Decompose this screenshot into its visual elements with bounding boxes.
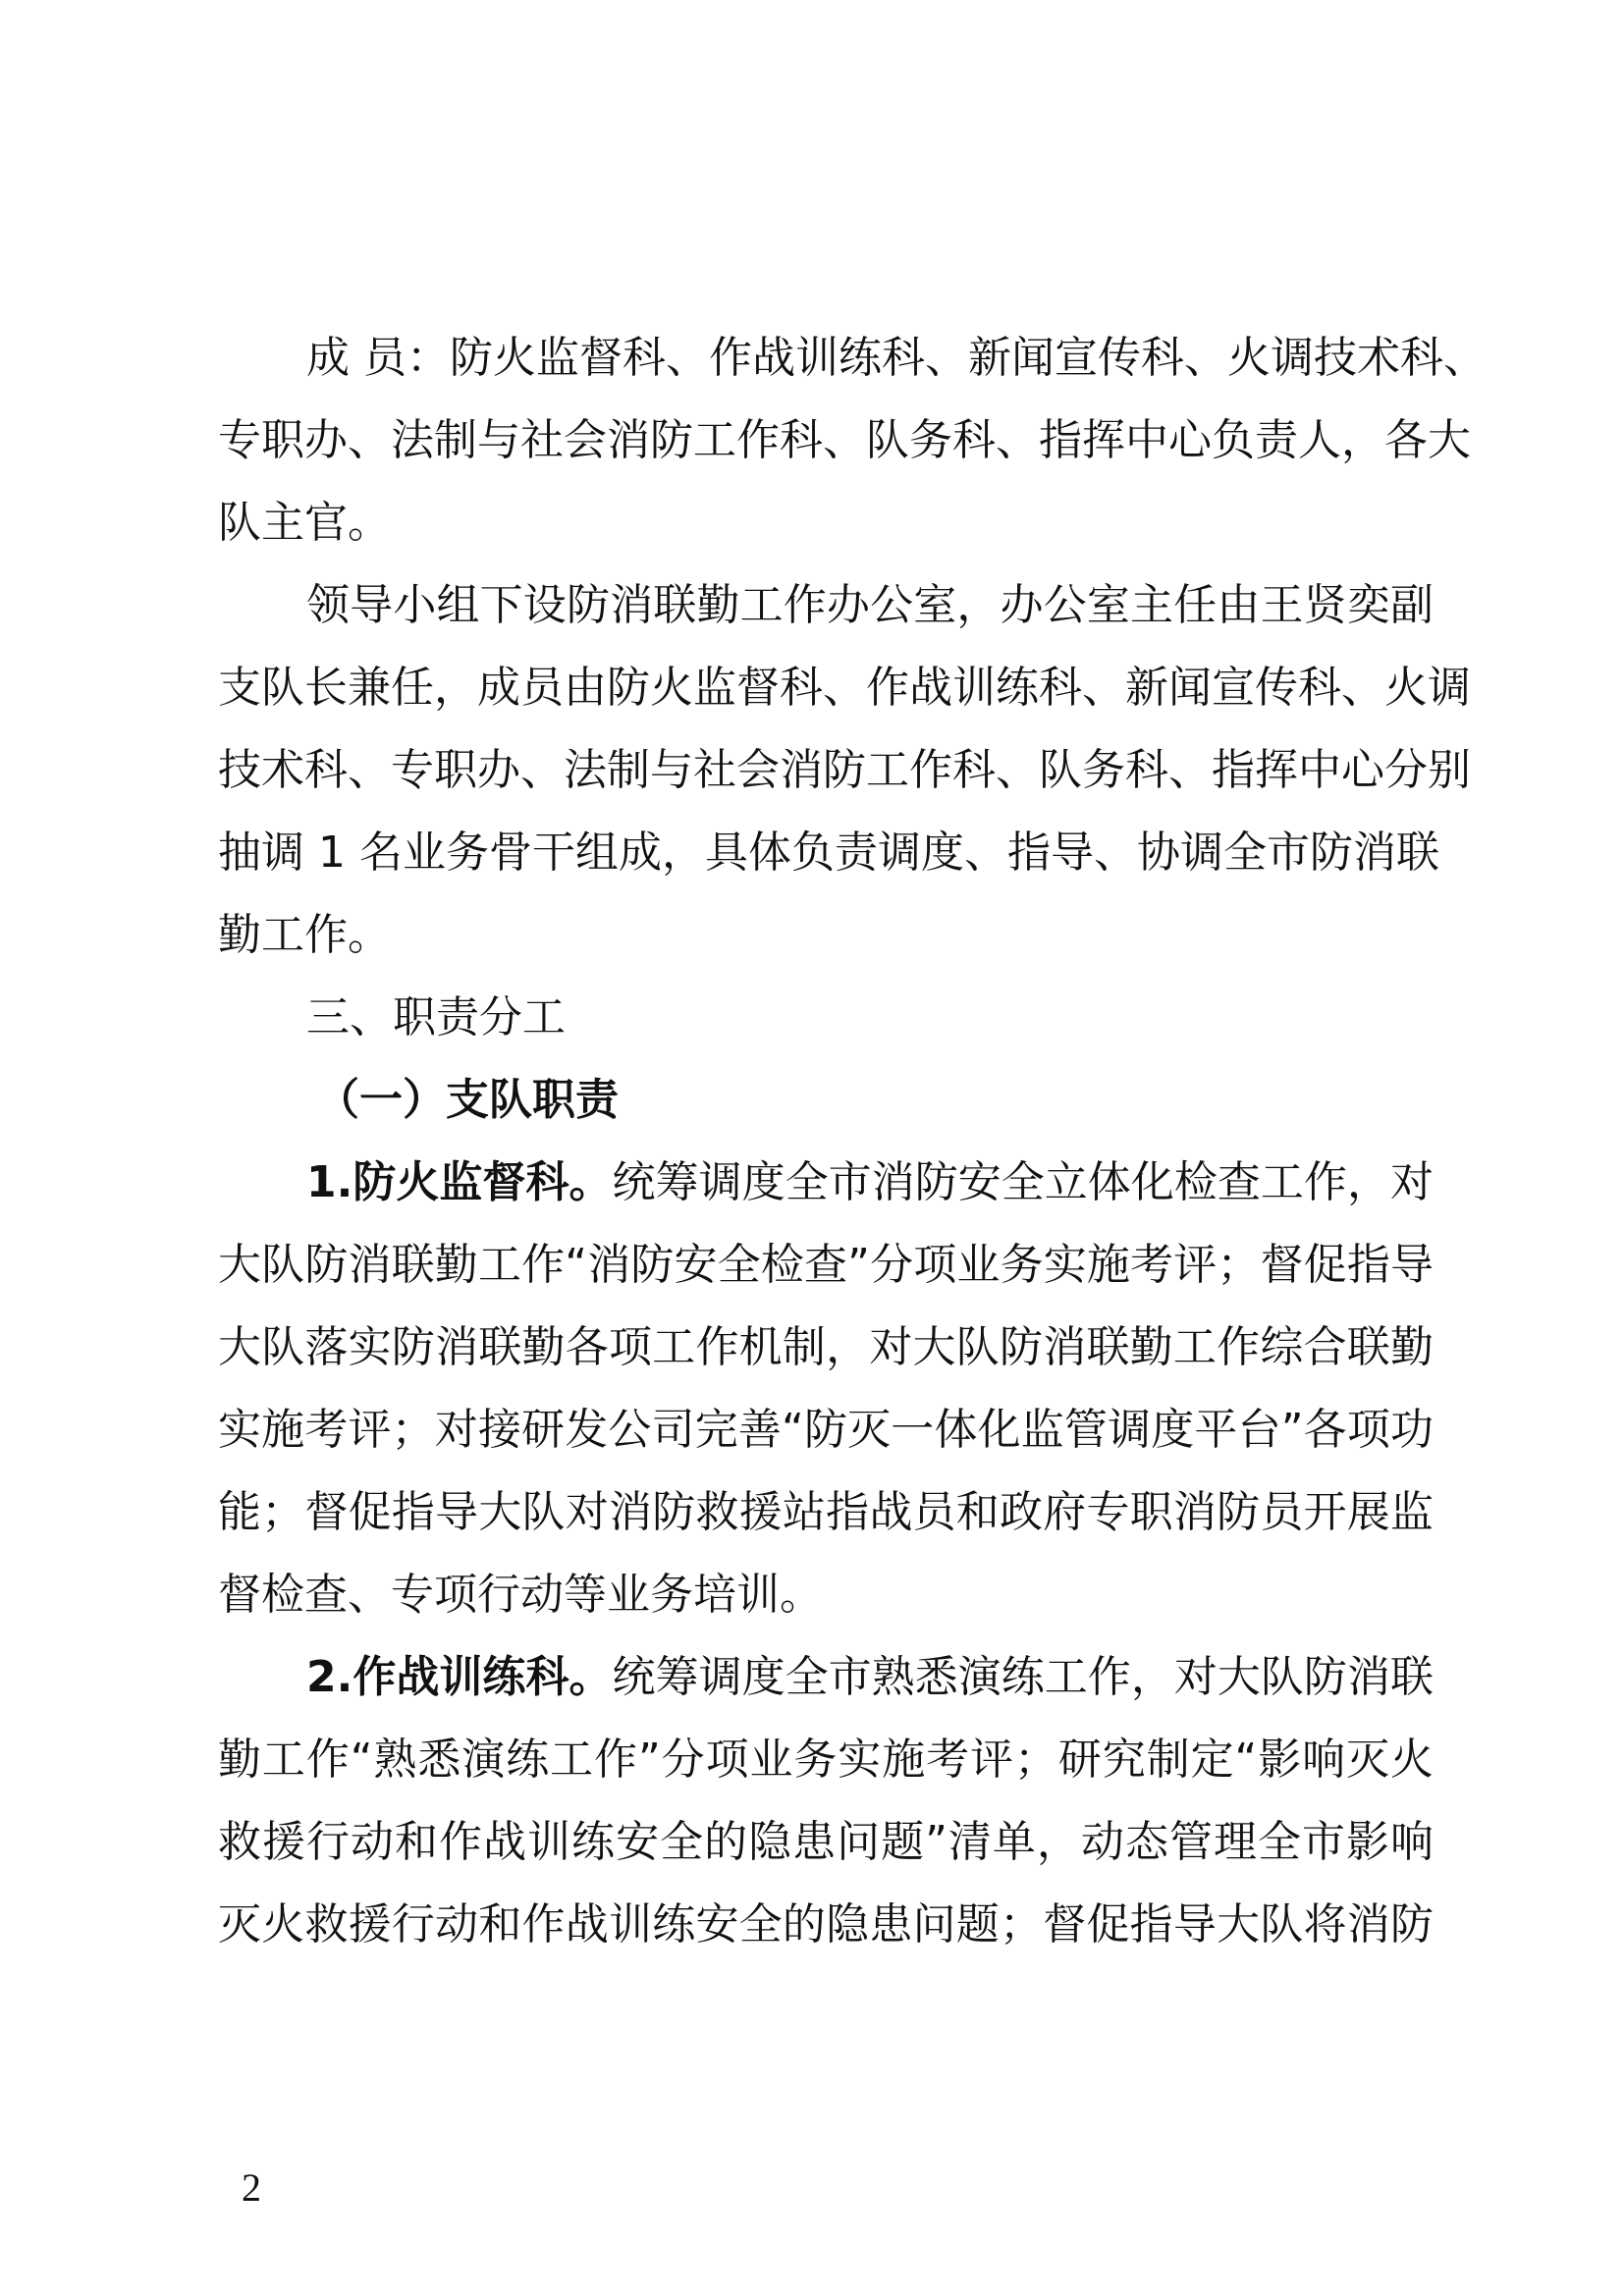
line-text: 督检查、专项行动等业务培训。	[218, 1570, 823, 1620]
line-text: 成 员：防火监督科、作战训练科、新闻宣传科、火调技术科、	[306, 333, 1487, 383]
line-text: 勤工作“熟悉演练工作”分项业务实施考评；研究制定“影响灭火	[218, 1735, 1434, 1785]
text-line	[218, 729, 1471, 812]
line-text: 救援行动和作战训练安全的隐患问题”清单，动态管理全市影响	[218, 1817, 1434, 1867]
text-line	[306, 1142, 1434, 1224]
text-line	[218, 1719, 1434, 1801]
line-text: 实施考评；对接研发公司完善“防灭一体化监管调度平台”各项功	[218, 1405, 1434, 1455]
page-number: 2	[242, 2165, 261, 2210]
text-line	[218, 1224, 1434, 1307]
text-line	[218, 482, 1434, 564]
line-text: 能；督促指导大队对消防救援站指战员和政府专职消防员开展监	[218, 1487, 1434, 1537]
line-text: 统筹调度全市熟悉演练工作，对大队防消联	[612, 1652, 1434, 1702]
text-line	[306, 317, 1487, 400]
text-line	[218, 812, 1439, 894]
text-line	[306, 977, 1434, 1059]
text-line	[218, 1884, 1434, 1966]
line-text: 技术科、专职办、法制与社会消防工作科、队务科、指挥中心分别	[218, 745, 1471, 795]
line-text: 支队长兼任，成员由防火监督科、作战训练科、新闻宣传科、火调	[218, 663, 1471, 713]
text-line	[218, 1801, 1434, 1884]
text-line	[218, 1554, 1434, 1636]
bold-lead: 2.作战训练科。	[306, 1652, 613, 1702]
line-text: 领导小组下设防消联勤工作办公室，办公室主任由王贤奕副	[306, 580, 1434, 630]
line-text: 三、职责分工	[306, 992, 566, 1042]
text-line	[306, 564, 1434, 647]
line-text: 大队防消联勤工作“消防安全检查”分项业务实施考评；督促指导	[218, 1240, 1434, 1290]
text-line	[218, 1389, 1434, 1471]
line-text: 勤工作。	[218, 910, 391, 960]
section-heading	[316, 1059, 1443, 1142]
bold-lead: 1.防火监督科。	[306, 1157, 613, 1207]
text-line	[218, 1307, 1434, 1389]
line-text: 队主官。	[218, 498, 391, 548]
line-text: 统筹调度全市消防安全立体化检查工作，对	[612, 1157, 1434, 1207]
line-text: 大队落实防消联勤各项工作机制，对大队防消联勤工作综合联勤	[218, 1322, 1434, 1372]
text-line	[218, 894, 1434, 977]
text-line	[218, 1471, 1434, 1554]
text-line	[218, 400, 1471, 482]
line-text: 专职办、法制与社会消防工作科、队务科、指挥中心负责人，各大	[218, 415, 1471, 465]
text-line	[218, 647, 1471, 729]
text-line	[306, 1636, 1434, 1719]
line-text: 灭火救援行动和作战训练安全的隐患问题；督促指导大队将消防	[218, 1899, 1434, 1949]
line-text: 抽调 1 名业务骨干组成，具体负责调度、指导、协调全市防消联	[218, 828, 1439, 878]
bold-lead: （一）支队职责	[316, 1075, 619, 1125]
